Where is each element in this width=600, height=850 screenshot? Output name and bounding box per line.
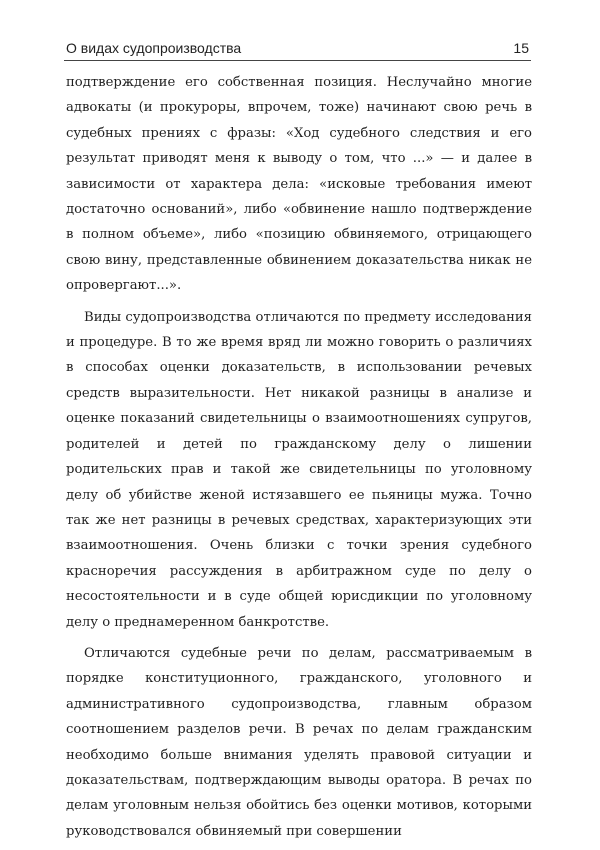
paragraph-2: Виды судопроизводства отличаются по предмету исследования и процедуре. В то же время вряд ли можно говорить о различиях в способах оценки доказательств, в использовании речевых средств выразительности. Нет никакой разницы в анализе и оценке показаний свидетельницы о взаимоотношениях супругов, родителей и детей по гражданскому делу о лишении родительских прав и такой же свидетельницы по уголовному делу об убийстве женой истязавшего ее пьяницы мужа. Точно так же нет разницы в речевых средствах, характеризующих эти взаимоотношения. Очень близки с точки зрения судебного красноречия рассуждения в арбитражном суде по делу о несостоятельности и в суде общей юрисдикции по уголовному делу о преднамеренном банкротстве. [66, 309, 532, 630]
page-body [66, 70, 532, 850]
paragraph-3: Отличаются судебные речи по делам, рассматриваемым в порядке конституционного, гражданского, уголовного и административного судопроизводства, главным образом соотношением разделов речи. В речах по делам гражданским необходимо больше внимания уделять правовой ситуации и доказательствам, подтверждающим выводы оратора. В речах по делам уголовным нельзя обойтись без оценки мотивов, которыми руководствовался обвиняемый при совершении [66, 645, 532, 839]
page-number: 15 [513, 40, 529, 56]
paragraph-1: подтверждение его собственная позиция. Неслучайно многие адвокаты (и прокуроры, впрочем, тоже) начинают свою речь в судебных прениях с фразы: «Ход судебного следствия и его результат приводят меня к выводу о том, что ...» — и далее в зависимости от характера дела: «исковые требования имеют достаточно оснований», либо «обвинение нашло подтверждение в полном объеме», либо «позицию обвиняемого, отрицающего свою вину, представленные обвинением доказательства никак не опровергают...». [66, 75, 532, 294]
running-title: О видах судопроизводства [66, 40, 242, 56]
running-header [64, 38, 531, 61]
